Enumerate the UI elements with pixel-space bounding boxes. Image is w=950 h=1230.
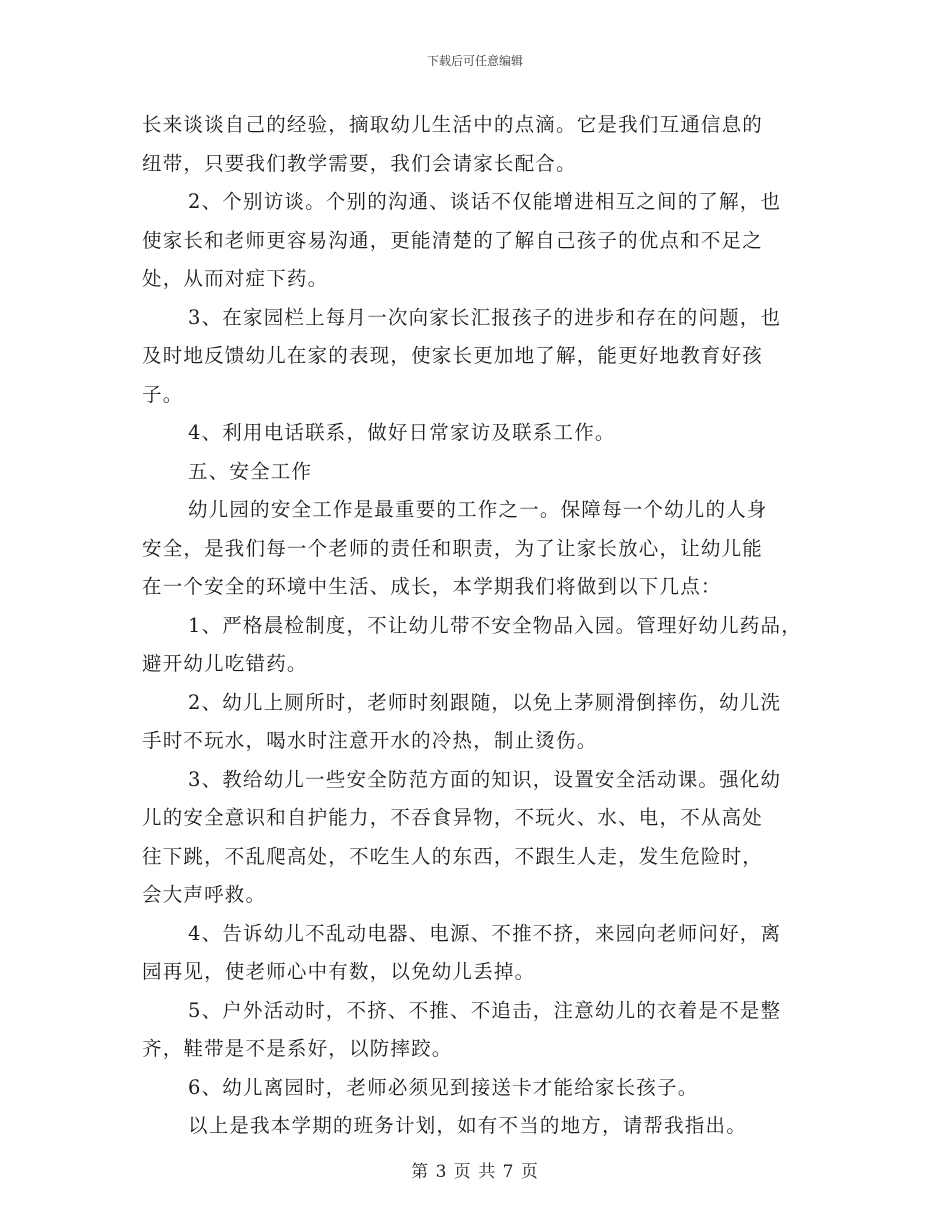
- document-body: [142, 106, 822, 1146]
- body-line: 往下跳，不乱爬高处，不吃生人的东西，不跟生人走，发生危险时，: [142, 844, 764, 868]
- body-line: 及时地反馈幼儿在家的表现，使家长更加地了解，能更好地教育好孩: [142, 344, 764, 367]
- body-line: 园再见，使老师心中有数，以免幼儿丢掉。: [142, 960, 536, 983]
- body-line: 纽带，只要我们教学需要，我们会请家长配合。: [142, 151, 577, 175]
- body-line: 6、幼儿离园时，老师必须见到接送卡才能给家长孩子。: [188, 1075, 699, 1099]
- body-line: 2、个别访谈。个别的沟通、谈话不仅能增进相互之间的了解，也: [188, 190, 782, 213]
- body-line: 3、教给幼儿一些安全防范方面的知识，设置安全活动课。强化幼: [188, 767, 782, 791]
- body-line: 以上是我本学期的班务计划，如有不当的地方，请帮我指出。: [188, 1114, 747, 1137]
- body-line: 1、严格晨检制度，不让幼儿带不安全物品入园。管理好幼儿药品，: [188, 613, 802, 637]
- body-line: 使家长和老师更容易沟通，更能清楚的了解自己孩子的优点和不足之: [142, 228, 764, 252]
- body-line: 在一个安全的环境中生活、成长，本学期我们将做到以下几点：: [142, 575, 722, 598]
- body-line: 5、户外活动时，不挤、不推、不追击，注意幼儿的衣着是不是整: [188, 998, 782, 1022]
- body-line: 手时不玩水，喝水时注意开水的冷热，制止烫伤。: [142, 729, 598, 752]
- body-line: 会大声呼救。: [142, 883, 267, 906]
- body-line: 避开幼儿吃错药。: [142, 652, 308, 675]
- body-line: 3、在家园栏上每月一次向家长汇报孩子的进步和存在的问题，也: [188, 305, 782, 329]
- page-header-note: 下载后可任意编辑: [426, 54, 523, 68]
- body-line: 儿的安全意识和自护能力，不吞食异物，不玩火、水、电，不从高处: [142, 806, 764, 829]
- body-line: 齐，鞋带是不是系好，以防摔跤。: [142, 1037, 453, 1060]
- body-line: 长来谈谈自己的经验，摘取幼儿生活中的点滴。它是我们互通信息的: [142, 113, 764, 136]
- body-line: 安全，是我们每一个老师的责任和职责，为了让家长放心，让幼儿能: [142, 536, 764, 560]
- body-line: 处，从而对症下药。: [142, 267, 329, 290]
- page-number-footer: 第 3 页 共 7 页: [411, 1162, 539, 1182]
- body-line: 2、幼儿上厕所时，老师时刻跟随，以免上茅厕滑倒摔伤，幼儿洗: [188, 690, 782, 714]
- body-line: 4、利用电话联系，做好日常家访及联系工作。: [188, 421, 616, 444]
- section-heading: 五、安全工作: [188, 459, 313, 483]
- body-line: 子。: [142, 382, 184, 406]
- body-line: 幼儿园的安全工作是最重要的工作之一。保障每一个幼儿的人身: [188, 498, 768, 521]
- body-line: 4、告诉幼儿不乱动电器、电源、不推不挤，来园向老师问好，离: [188, 921, 782, 945]
